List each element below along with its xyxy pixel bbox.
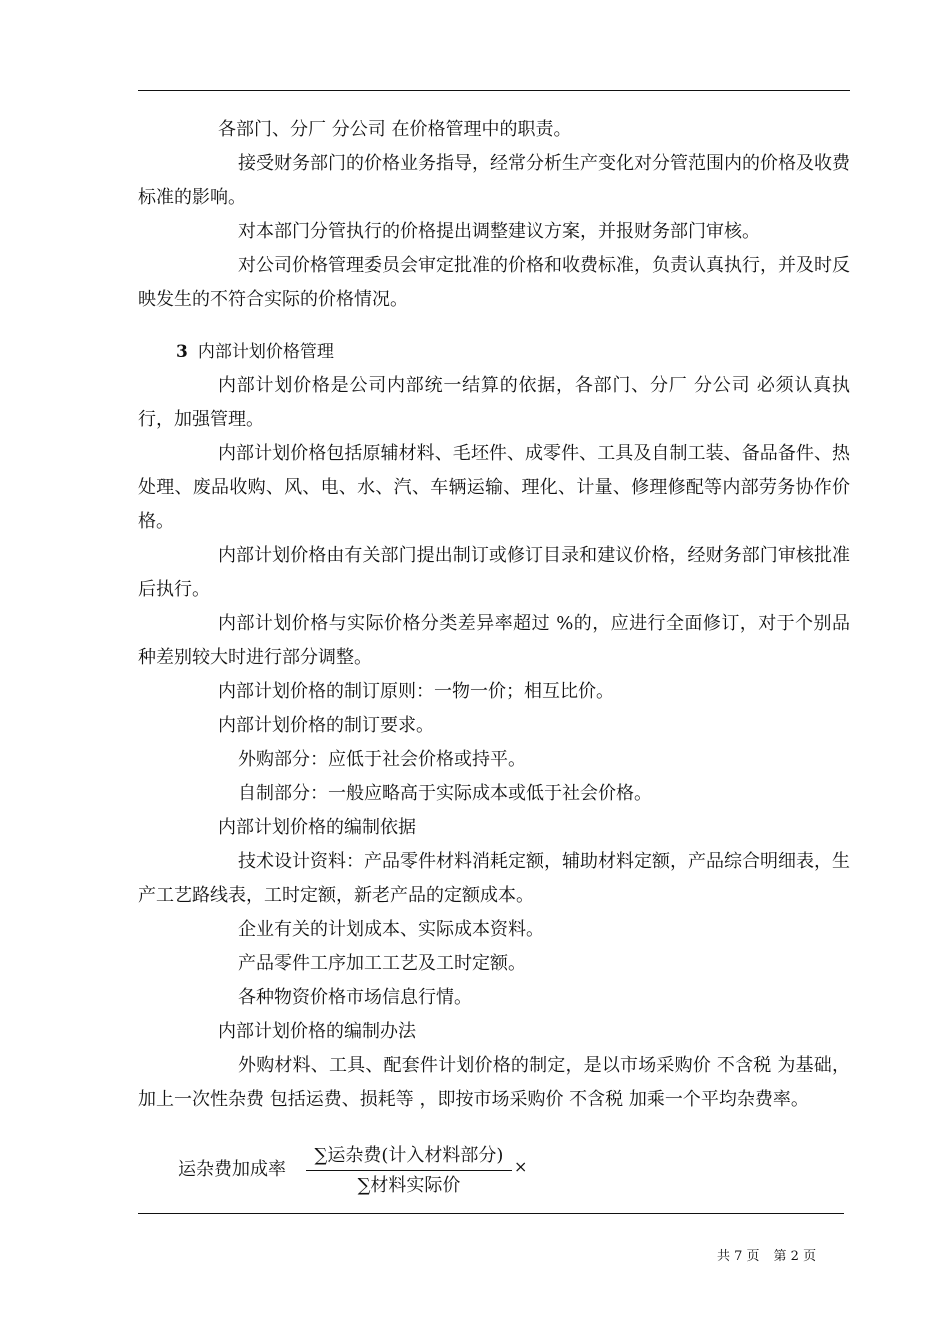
paragraph: 对公司价格管理委员会审定批准的价格和收费标准，负责认真执行，并及时反映发生的不符合实际的价格情况。 [138, 255, 850, 310]
total-pages: 共 7 页 [717, 1249, 760, 1264]
paragraph: 各种物资价格市场信息行情。 [238, 987, 472, 1008]
fraction-bar [306, 1170, 512, 1171]
section-title: 内部计划价格管理 [197, 342, 334, 362]
paragraph: 内部计划价格是公司内部统一结算的依据，各部门、分厂 分公司 必须认真执行，加强管理。 [138, 375, 850, 430]
paragraph: 内部计划价格由有关部门提出制订或修订目录和建议价格，经财务部门审核批准后执行。 [138, 545, 850, 600]
paragraph: 各部门、分厂 分公司 在价格管理中的职责。 [218, 119, 572, 140]
paragraph: 内部计划价格与实际价格分类差异率超过 %的，应进行全面修订，对于个别品种差别较大时进行部分调整。 [138, 613, 850, 668]
responsibilities-section [138, 113, 850, 317]
footer-rule [138, 1213, 844, 1214]
formula-denominator: ∑材料实际价 [357, 1175, 461, 1196]
paragraph: 产品零件工序加工工艺及工时定额。 [238, 953, 526, 974]
paragraph: 对本部门分管执行的价格提出调整建议方案，并报财务部门审核。 [238, 221, 760, 242]
current-page: 第 2 页 [773, 1249, 817, 1264]
paragraph: 内部计划价格的制订要求。 [218, 715, 434, 736]
section-number: 3 [176, 342, 188, 362]
section-heading [138, 335, 850, 369]
internal-pricing-section [138, 369, 850, 1117]
formula-fraction [306, 1143, 512, 1199]
paragraph: 自制部分：一般应略高于实际成本或低于社会价格。 [238, 783, 652, 804]
paragraph: 技术设计资料：产品零件材料消耗定额，辅助材料定额，产品综合明细表，生产工艺路线表，工时定额，新老产品的定额成本。 [138, 851, 850, 906]
surcharge-rate-formula [178, 1143, 558, 1203]
formula-lhs: 运杂费加成率 [178, 1159, 286, 1180]
formula-suffix: × [514, 1157, 528, 1176]
paragraph: 接受财务部门的价格业务指导，经常分析生产变化对分管范围内的价格及收费标准的影响。 [138, 153, 850, 208]
paragraph: 内部计划价格的编制依据 [218, 817, 416, 838]
paragraph: 企业有关的计划成本、实际成本资料。 [238, 919, 544, 940]
paragraph: 外购材料、工具、配套件计划价格的制定，是以市场采购价 不含税 为基础，加上一次性杂费 包括运费、损耗等 ，即按市场采购价 不含税 加乘一个平均杂费率。 [138, 1055, 850, 1110]
header-rule [138, 90, 850, 91]
page-footer [717, 1245, 830, 1264]
paragraph: 内部计划价格的制订原则：一物一价；相互比价。 [218, 681, 614, 702]
paragraph: 内部计划价格包括原辅材料、毛坯件、成零件、工具及自制工装、备品备件、热处理、废品收购、风、电、水、汽、车辆运输、理化、计量、修理修配等内部劳务协作价格。 [138, 443, 850, 532]
document-body [138, 113, 850, 1117]
paragraph: 内部计划价格的编制办法 [218, 1021, 416, 1042]
formula-numerator: ∑运杂费(计入材料部分) [314, 1145, 504, 1166]
paragraph: 外购部分：应低于社会价格或持平。 [238, 749, 526, 770]
